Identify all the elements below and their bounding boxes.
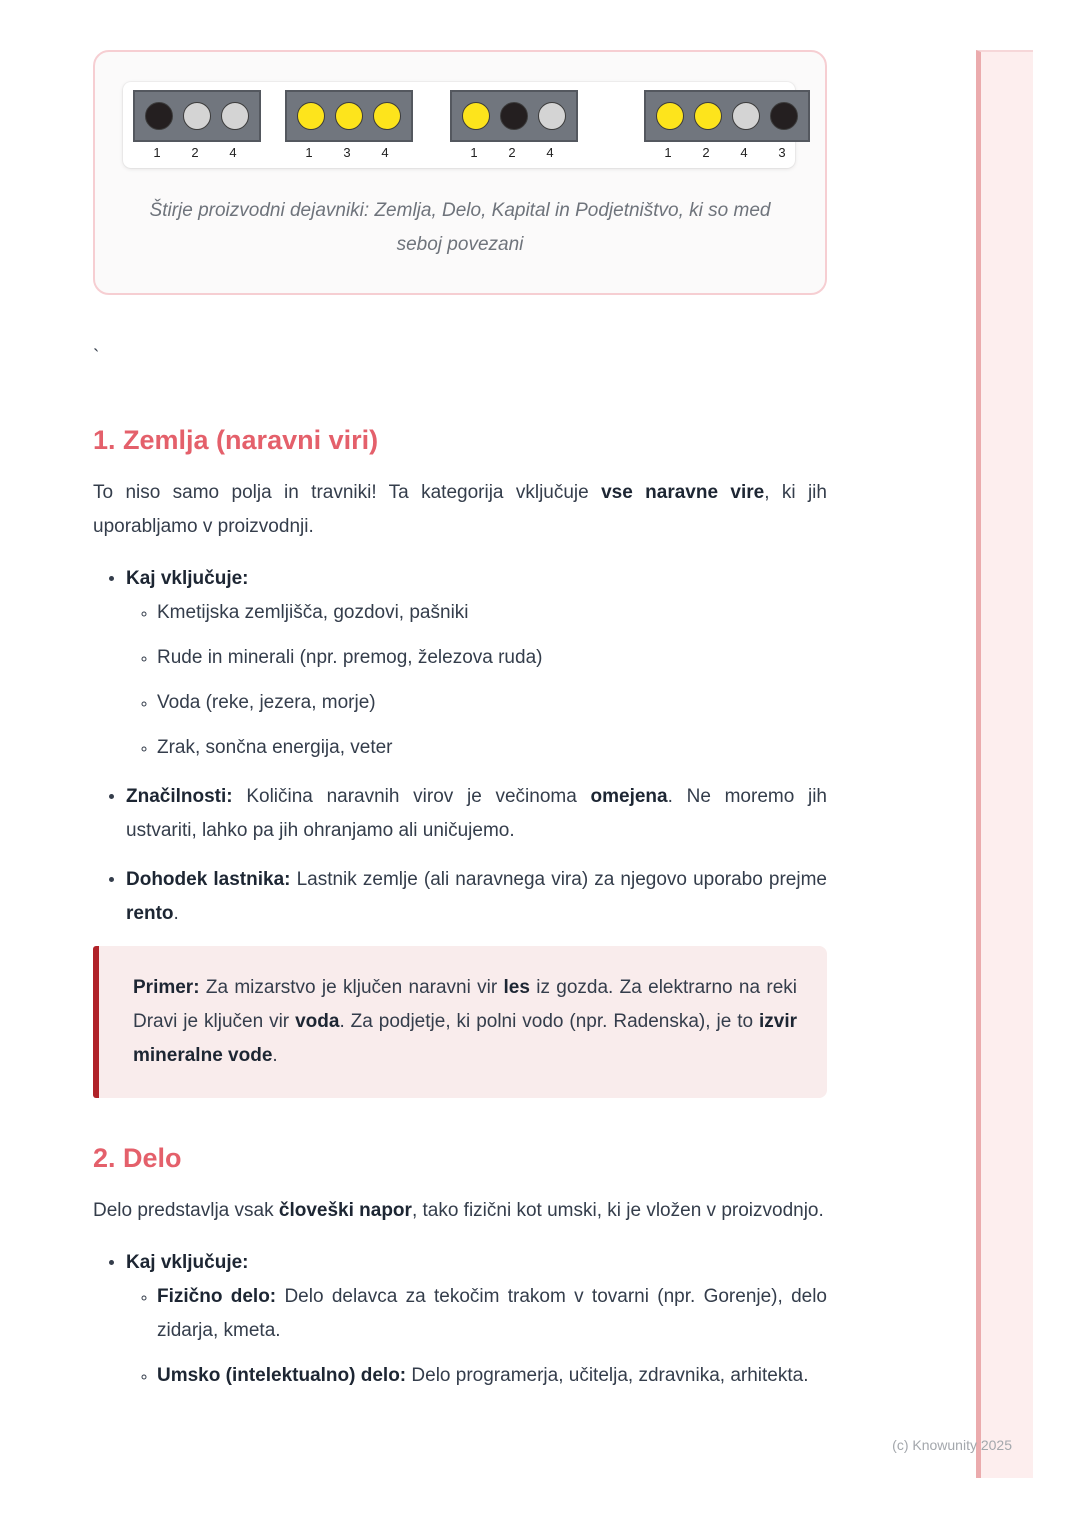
document-content xyxy=(93,0,827,1408)
figure-caption xyxy=(95,194,825,262)
traffic-light-bar xyxy=(133,90,261,142)
sub-list-item xyxy=(157,1280,827,1348)
list-item-text: • Kaj vključuje: xyxy=(126,1252,249,1273)
stray-character: ` xyxy=(93,347,100,368)
light-label: 4 xyxy=(740,145,748,160)
light-labels xyxy=(133,145,261,160)
light-dot-yellow xyxy=(656,102,684,130)
sub-list-item-text: ◦ Fizično delo: Delo delavca za tekočim trakom v tovarni (npr. Gorenje), delo zidarja, kmeta. xyxy=(157,1286,827,1341)
light-dot-yellow xyxy=(462,102,490,130)
traffic-light-group xyxy=(285,90,413,160)
list-item xyxy=(126,562,827,765)
copyright-note: (c) Knowunity 2025 xyxy=(892,1437,1012,1453)
light-label: 2 xyxy=(191,145,199,160)
section-heading-delo: 2. Delo xyxy=(93,1143,182,1173)
list-item xyxy=(126,1246,827,1393)
sub-list xyxy=(126,1280,827,1393)
sub-list-item xyxy=(157,731,827,765)
list-item xyxy=(126,863,827,931)
light-label: 1 xyxy=(305,145,313,160)
figure-card xyxy=(93,50,827,295)
sub-list-item-text: ◦ Umsko (intelektualno) delo: Delo programerja, učitelja, zdravnika, arhitekta. xyxy=(157,1365,809,1386)
bullet-list-zemlja xyxy=(93,562,827,931)
light-label: 3 xyxy=(778,145,786,160)
traffic-light-bar xyxy=(644,90,810,142)
light-dot-gray xyxy=(732,102,760,130)
section-heading-zemlja: 1. Zemlja (naravni viri) xyxy=(93,425,379,455)
traffic-light-bar xyxy=(285,90,413,142)
sub-list-item xyxy=(157,596,827,630)
sub-list-item xyxy=(157,686,827,720)
light-labels xyxy=(285,145,413,160)
light-label: 1 xyxy=(470,145,478,160)
traffic-light-bar xyxy=(450,90,578,142)
sub-list-item-text: ◦ Zrak, sončna energija, veter xyxy=(157,737,393,758)
light-dot-gray xyxy=(538,102,566,130)
sub-list-item-text: ◦ Voda (reke, jezera, morje) xyxy=(157,692,376,713)
light-label: 4 xyxy=(381,145,389,160)
sub-list-item xyxy=(157,641,827,675)
traffic-light-group xyxy=(450,90,578,160)
list-item-text: • Dohodek lastnika: Lastnik zemlje (ali naravnega vira) za njegovo uporabo prejme rento. xyxy=(126,869,827,924)
light-label: 4 xyxy=(546,145,554,160)
light-dot-gray xyxy=(183,102,211,130)
example-callout-text: Primer: Za mizarstvo je ključen naravni vir les iz gozda. Za elektrarno na reki Dravi je ključen vir voda. Za podjetje, ki polni vodo (npr. Radenska), je to izvir mineralne vode. xyxy=(133,977,798,1066)
side-accent-panel xyxy=(976,50,1033,1478)
traffic-light-group xyxy=(133,90,261,160)
light-label: 2 xyxy=(702,145,710,160)
light-dot-gray xyxy=(221,102,249,130)
bullet-list-delo xyxy=(93,1246,827,1393)
figure-caption-line2: seboj povezani xyxy=(396,234,524,255)
light-labels xyxy=(450,145,578,160)
list-item xyxy=(126,780,827,848)
light-dot-black xyxy=(770,102,798,130)
light-label: 3 xyxy=(343,145,351,160)
light-labels xyxy=(644,145,810,160)
light-dot-yellow xyxy=(335,102,363,130)
light-dot-yellow xyxy=(373,102,401,130)
section-intro-delo: Delo predstavlja vsak človeški napor, tako fizični kot umski, ki je vložen v proizvodnjo. xyxy=(93,1200,824,1221)
traffic-lights-panel xyxy=(123,82,795,168)
list-item-text: • Kaj vključuje: xyxy=(126,568,249,589)
list-item-text: • Značilnosti: Količina naravnih virov je večinoma omejena. Ne moremo jih ustvariti, lahko pa jih ohranjamo ali uničujemo. xyxy=(126,786,827,841)
sub-list-item-text: ◦ Rude in minerali (npr. premog, železova ruda) xyxy=(157,647,543,668)
sub-list-item-text: ◦ Kmetijska zemljišča, gozdovi, pašniki xyxy=(157,602,469,623)
light-label: 4 xyxy=(229,145,237,160)
light-dot-black xyxy=(145,102,173,130)
light-dot-yellow xyxy=(297,102,325,130)
light-dot-black xyxy=(500,102,528,130)
sub-list xyxy=(126,596,827,765)
light-label: 2 xyxy=(508,145,516,160)
sub-list-item xyxy=(157,1359,827,1393)
light-dot-yellow xyxy=(694,102,722,130)
section-intro-zemlja: To niso samo polja in travniki! Ta kategorija vključuje vse naravne vire, ki jih uporabljamo v proizvodnji. xyxy=(93,482,827,537)
traffic-light-group xyxy=(644,90,810,160)
example-callout xyxy=(93,946,827,1098)
figure-caption-line1: Štirje proizvodni dejavniki: Zemlja, Delo, Kapital in Podjetništvo, ki so med xyxy=(149,200,771,221)
light-label: 1 xyxy=(664,145,672,160)
light-label: 1 xyxy=(153,145,161,160)
